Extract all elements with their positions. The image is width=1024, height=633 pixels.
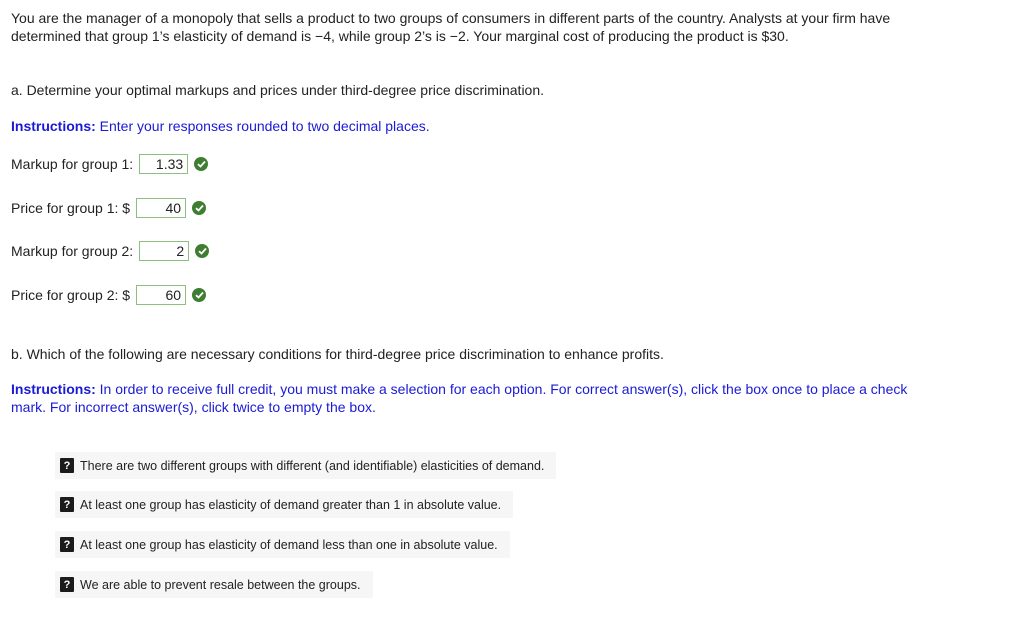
option-label: There are two different groups with different (and identifiable) elasticities of demand. (80, 458, 545, 473)
part-a-question: a. Determine your optimal markups and prices under third-degree price discrimination. (11, 82, 545, 98)
part-a-instructions (11, 117, 430, 135)
part-b-question: b. Which of the following are necessary conditions for third-degree price discrimination to enhance profits. (11, 346, 664, 362)
markup-group-1-row (11, 153, 208, 175)
checkbox-question-icon[interactable]: ? (60, 537, 74, 552)
option-row[interactable] (55, 531, 510, 558)
problem-intro: You are the manager of a monopoly that sells a product to two groups of consumers in different parts of the country. Analysts at your firm have determined that group 1’s elasticity of demand is −4, while group 2’s is −2. Your marginal cost of producing the product is $30. (11, 10, 891, 44)
option-row[interactable] (55, 491, 513, 518)
option-label: At least one group has elasticity of demand less than one in absolute value. (80, 537, 498, 552)
part-b-instructions (11, 380, 941, 416)
checkmark-icon (195, 244, 209, 258)
field-label: Price for group 2: $ (11, 287, 131, 303)
field-label: Markup for group 2: (11, 243, 134, 259)
instructions-label: Instructions: (11, 381, 96, 397)
checkmark-icon (194, 157, 208, 171)
markup-group-1-input[interactable]: 1.33 (139, 154, 188, 174)
checkbox-question-icon[interactable]: ? (60, 458, 74, 473)
markup-group-2-row (11, 240, 209, 262)
price-group-1-row (11, 197, 206, 219)
checkbox-question-icon[interactable]: ? (60, 577, 74, 592)
price-group-2-input[interactable]: 60 (136, 285, 186, 305)
instructions-text: In order to receive full credit, you must make a selection for each option. For correct answer(s), click the box once to place a check mark. For incorrect answer(s), click twice to empty the box. (11, 381, 908, 415)
option-label: We are able to prevent resale between the groups. (80, 577, 361, 592)
checkbox-question-icon[interactable]: ? (60, 497, 74, 512)
option-row[interactable] (55, 452, 556, 479)
instructions-label: Instructions: (11, 118, 96, 134)
markup-group-2-input[interactable]: 2 (139, 241, 189, 261)
field-label: Price for group 1: $ (11, 200, 131, 216)
price-group-2-row (11, 284, 206, 306)
instructions-text: Enter your responses rounded to two decimal places. (95, 118, 430, 134)
checkmark-icon (192, 288, 206, 302)
field-label: Markup for group 1: (11, 156, 134, 172)
option-row[interactable] (55, 571, 373, 598)
price-group-1-input[interactable]: 40 (136, 198, 186, 218)
option-label: At least one group has elasticity of demand greater than 1 in absolute value. (80, 497, 502, 512)
checkmark-icon (192, 201, 206, 215)
